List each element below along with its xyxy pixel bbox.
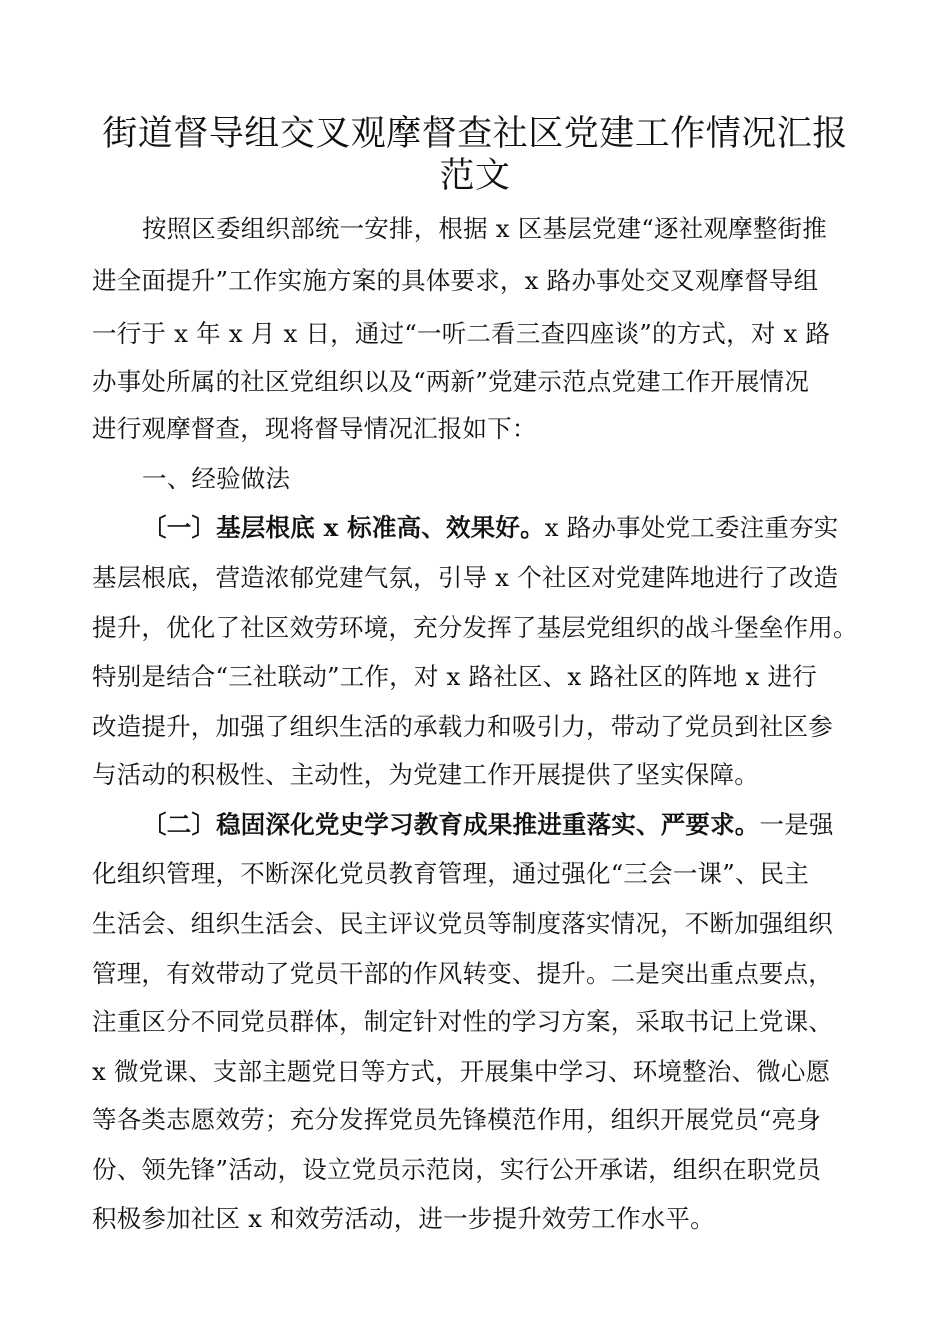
item1-first-rest: x 路办事处党工委注重夯实 — [544, 513, 839, 542]
item2-line-9: 积极参加社区 x 和效劳活动，进一步提升效劳工作水平。 — [92, 1204, 715, 1233]
item1-line-6: 与活动的积极性、主动性，为党建工作开展提供了坚实保障。 — [92, 760, 759, 789]
document-title-line-2: 范文 — [439, 156, 511, 196]
intro-line-1: 按照区委组织部统一安排，根据 x 区基层党建“逐社观摩整街推 — [142, 214, 827, 243]
document-title-line-1: 街道督导组交叉观摩督查社区党建工作情况汇报 — [102, 114, 848, 154]
item1-heading: 〔一〕基层根底 x 标准高、效果好。 — [142, 513, 545, 542]
intro-line-4: 办事处所属的社区党组织以及“两新”党建示范点党建工作开展情况 — [92, 367, 810, 396]
item2-first-rest: 一是强 — [759, 810, 834, 839]
section-heading-1: 一、经验做法 — [142, 464, 291, 493]
item1-line-3: 提升，优化了社区效劳环境，充分发挥了基层党组织的战斗堡垒作用。 — [92, 613, 858, 642]
item2-line-7: 等各类志愿效劳；充分发挥党员先锋模范作用，组织开展党员“亮身 — [92, 1105, 822, 1134]
item1-first-line — [142, 512, 838, 544]
item1-line-5: 改造提升，加强了组织生活的承载力和吸引力，带动了党员到社区参 — [92, 712, 833, 741]
item2-heading: 〔二〕稳固深化党史学习教育成果推进重落实、严要求。 — [142, 810, 760, 839]
item2-first-line — [142, 809, 834, 841]
intro-line-5: 进行观摩督查，现将督导情况汇报如下： — [92, 414, 537, 443]
item2-line-2: 化组织管理，不断深化党员教育管理，通过强化“三会一课”、民主 — [92, 859, 810, 888]
item2-line-3: 生活会、组织生活会、民主评议党员等制度落实情况，不断加强组织 — [92, 909, 833, 938]
intro-line-3: 一行于 x 年 x 月 x 日，通过“一听二看三查四座谈”的方式，对 x 路 — [92, 319, 831, 348]
item1-line-4: 特别是结合“三社联动”工作，对 x 路社区、x 路社区的阵地 x 进行 — [92, 662, 817, 691]
item2-line-4: 管理，有效带动了党员干部的作风转变、提升。二是突出重点要点， — [92, 959, 833, 988]
item2-line-8: 份、领先锋”活动，设立党员示范岗，实行公开承诺，组织在职党员 — [92, 1155, 822, 1184]
item2-line-6: x 微党课、支部主题党日等方式，开展集中学习、环境整治、微心愿 — [92, 1057, 831, 1086]
item1-line-2: 基层根底，营造浓郁党建气氛，引导 x 个社区对党建阵地进行了改造 — [92, 563, 839, 592]
intro-line-2: 进全面提升”工作实施方案的具体要求，x 路办事处交叉观摩督导组 — [92, 266, 819, 295]
item2-line-5: 注重区分不同党员群体，制定针对性的学习方案，采取书记上党课、 — [92, 1007, 833, 1036]
